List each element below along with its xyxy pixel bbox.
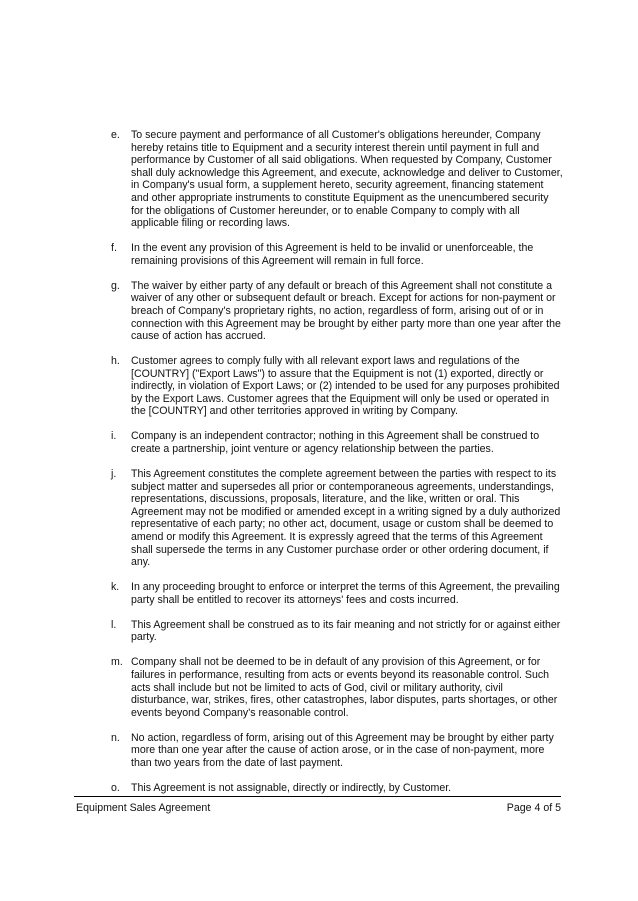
clause-text: To secure payment and performance of all Customer's obligations hereunder, Company hereby retains title to Equipment and a security interest therein until payment in full and performance by Customer of all said obligations. When requested by Company, Customer shall duly acknowledge this Agreement, and execute, acknowledge and deliver to Customer, in Company's usual form, a supplement hereto, security agreement, financing statement and other appropriate instruments to constitute Equipment as the unencumbered security for the obligations of Customer hereunder, or to enable Company to comply with all applicable filing or recording laws. xyxy=(131,129,563,230)
clause-letter: j. xyxy=(111,468,117,481)
clause-k xyxy=(111,581,563,606)
clause-text: Company shall not be deemed to be in default of any provision of this Agreement, or for failures in performance, resulting from acts or events beyond its reasonable control. Such acts shall include but not be limited to acts of God, civil or military authority, civil disturbance, war, strikes, fires, other catastrophes, labor disputes, parts shortages, or other events beyond Company's reasonable control. xyxy=(131,656,558,719)
clause-f xyxy=(111,242,563,267)
clause-letter: n. xyxy=(111,731,120,744)
clause-list xyxy=(111,129,563,794)
clause-text: Customer agrees to comply fully with all relevant export laws and regulations of the [COUNTRY] ("Export Laws") to assure that the Equipment is not (1) exported, directly or indirectly, in violation of Export Laws; or (2) intended to be used for any purposes prohibited by the Export Laws. Customer agrees that the Equipment will only be used or operated in the [COUNTRY] and other territories approved in writing by Company. xyxy=(131,355,560,418)
clause-text: In any proceeding brought to enforce or interpret the terms of this Agreement, the prevailing party shall be entitled to recover its attorneys' fees and costs incurred. xyxy=(131,581,560,606)
clause-l xyxy=(111,619,563,644)
clause-text: This Agreement constitutes the complete agreement between the parties with respect to its subject matter and supersedes all prior or contemporaneous agreements, understandings, representations, discussions, proposals, literature, and the like, written or oral. This Agreement may not be modified or amended except in a writing signed by a duly authorized representative of each party; no other act, document, usage or custom shall be deemed to amend or modify this Agreement. It is expressly agreed that the terms of this Agreement shall supersede the terms in any Customer purchase order or other ordering document, if any. xyxy=(131,468,561,569)
clause-letter: h. xyxy=(111,355,120,368)
clause-text: Company is an independent contractor; nothing in this Agreement shall be construed to create a partnership, joint venture or agency relationship between the parties. xyxy=(131,430,540,456)
clause-letter: e. xyxy=(111,129,120,141)
clause-letter: f. xyxy=(111,242,117,255)
clause-e xyxy=(111,129,563,230)
clause-g xyxy=(111,280,563,343)
footer-divider xyxy=(74,796,561,797)
clause-j xyxy=(111,468,563,569)
footer-page-number: Page 4 of 5 xyxy=(506,802,561,814)
clause-text: This Agreement shall be construed as to its fair meaning and not strictly for or against either party. xyxy=(131,618,561,644)
clause-letter: g. xyxy=(111,279,120,292)
clause-o xyxy=(111,782,563,795)
clause-i xyxy=(111,430,563,455)
clause-text: In the event any provision of this Agreement is held to be invalid or unenforceable, the remaining provisions of this Agreement will remain in full force. xyxy=(131,242,534,267)
clause-letter: m. xyxy=(111,656,123,669)
clause-text: No action, regardless of form, arising out of this Agreement may be brought by either party more than one year after the cause of action arose, or in the case of non-payment, more than two years from the date of last payment. xyxy=(131,731,554,769)
footer-document-title: Equipment Sales Agreement xyxy=(76,802,211,814)
clause-letter: l. xyxy=(111,618,117,631)
clause-text: The waiver by either party of any default or breach of this Agreement shall not constitute a waiver of any other or subsequent default or breach. Except for actions for non-payment or breach of Company's proprietary rights, no action, regardless of form, arising out of or in connection with this Agreement may be brought by either party more than one year after the cause of action has accrued. xyxy=(131,279,561,343)
clause-letter: i. xyxy=(111,430,117,443)
clause-letter: o. xyxy=(111,781,120,794)
clause-text: This Agreement is not assignable, directly or indirectly, by Customer. xyxy=(131,781,452,794)
clause-h xyxy=(111,355,563,418)
clause-n xyxy=(111,732,563,770)
clause-letter: k. xyxy=(111,581,120,594)
clause-m xyxy=(111,656,563,719)
